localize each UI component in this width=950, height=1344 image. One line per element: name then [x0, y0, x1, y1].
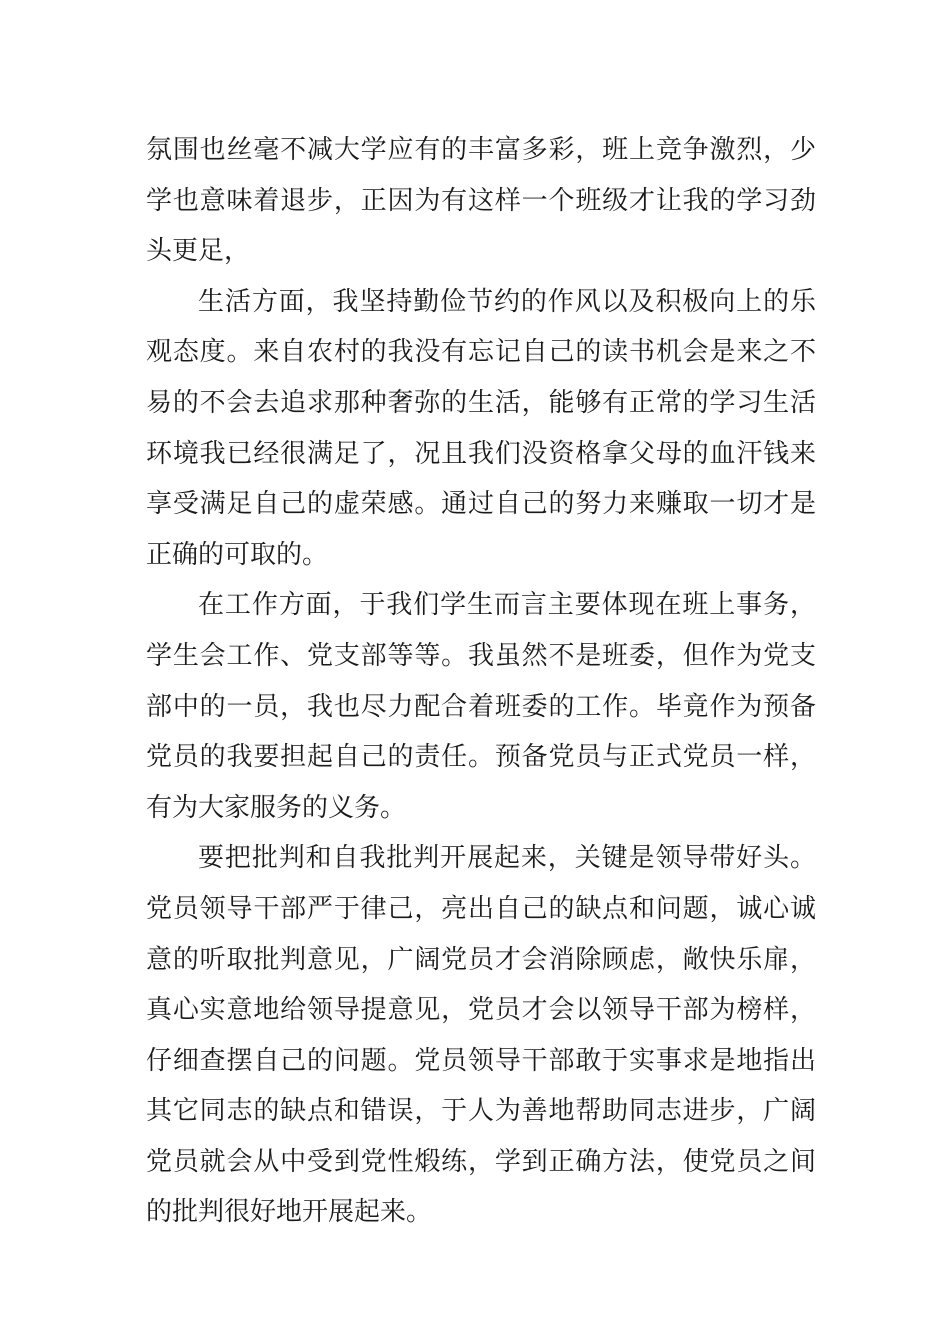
paragraph-1: 氛围也丝毫不减大学应有的丰富多彩，班上竞争激烈，少学也意味着退步，正因为有这样一个班级才让我的学习劲头更足， [146, 135, 816, 267]
paragraph-2: 生活方面，我坚持勤俭节约的作风以及积极向上的乐观态度。来自农村的我没有忘记自己的读书机会是来之不易的不会去追求那种奢弥的生活，能够有正常的学习生活环境我已经很满足了，况且我们没资格拿父母的血汗钱来享受满足自己的虚荣感。通过自己的努力来赚取一切才是正确的可取的。 [146, 286, 816, 570]
paragraph-3: 在工作方面，于我们学生而言主要体现在班上事务，学生会工作、党支部等等。我虽然不是班委，但作为党支部中的一员，我也尽力配合着班委的工作。毕竟作为预备党员的我要担起自己的责任。预备党员与正式党员一样，有为大家服务的义务。 [146, 590, 816, 823]
paragraph-4: 要把批判和自我批判开展起来，关键是领导带好头。党员领导干部严于律己，亮出自己的缺点和问题，诚心诚意的听取批判意见，广阔党员才会消除顾虑，敞快乐扉，真心实意地给领导提意见，党员才会以领导干部为榜样，仔细查摆自己的问题。党员领导干部敢于实事求是地指出其它同志的缺点和错误，于人为善地帮助同志进步，广阔党员就会从中受到党性煅练，学到正确方法，使党员之间的批判很好地开展起来。 [146, 843, 816, 1228]
document-body [146, 125, 816, 1238]
